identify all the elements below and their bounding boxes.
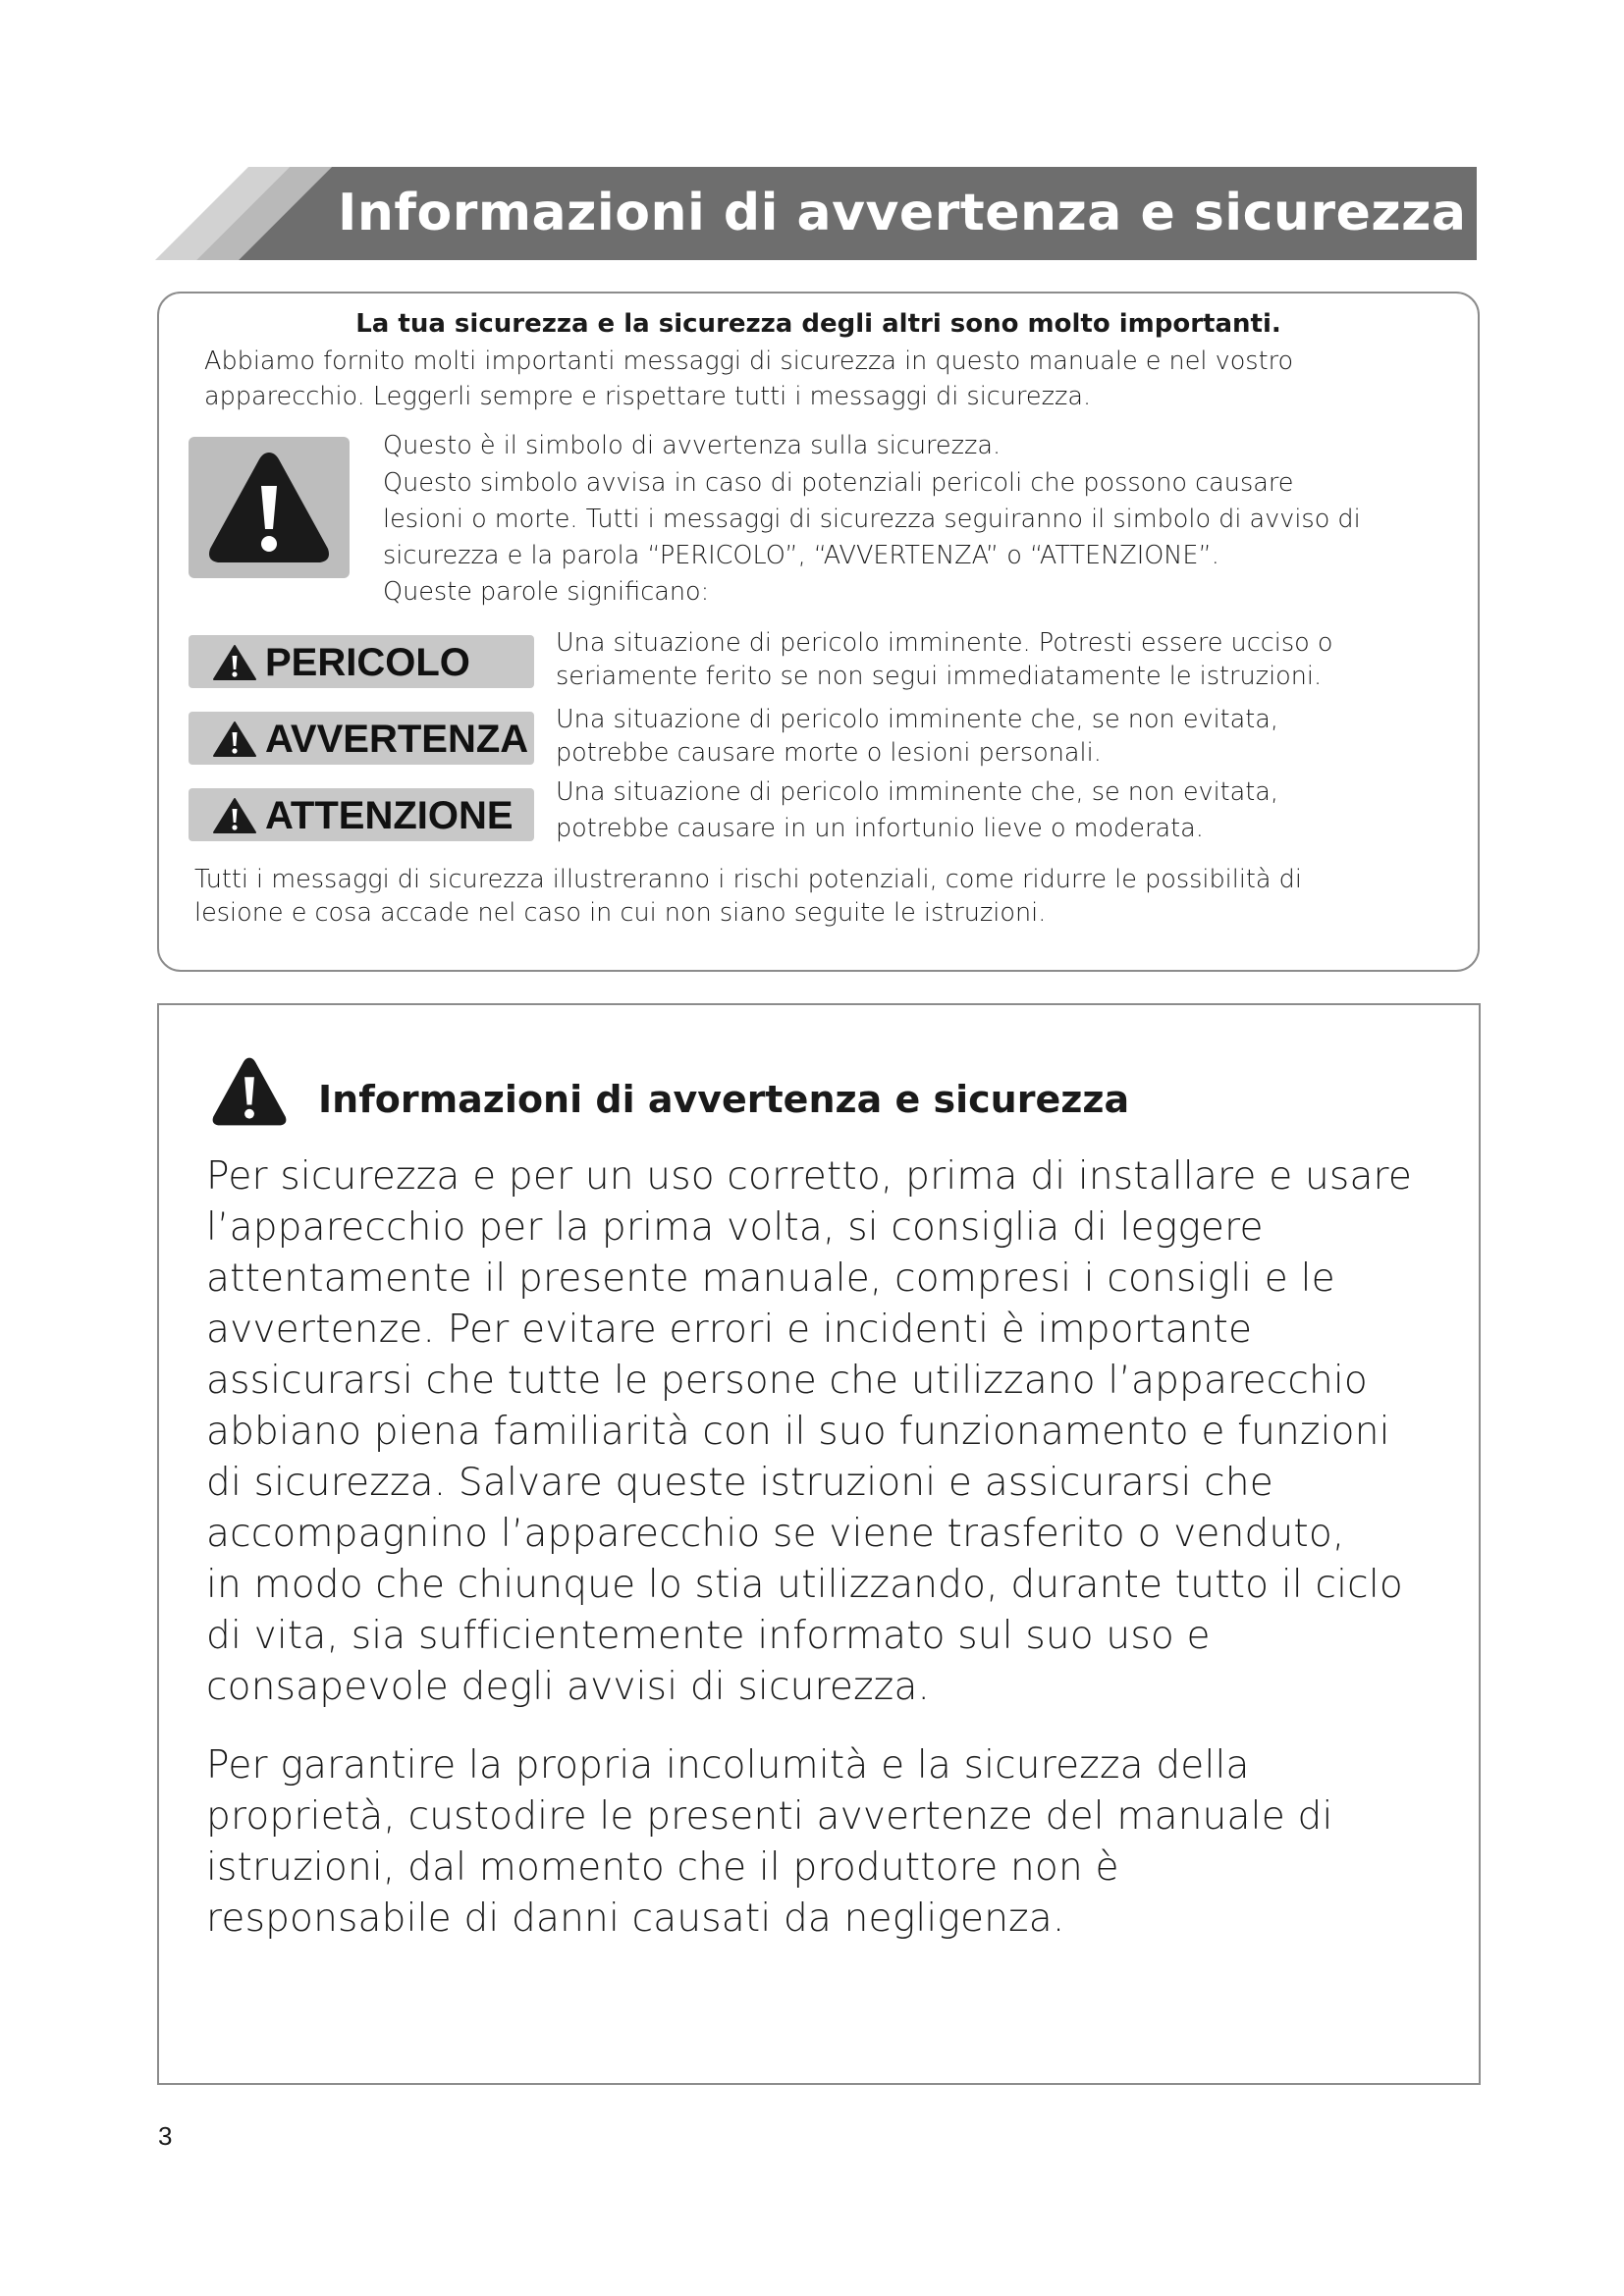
warning-triangle-icon [202,445,336,570]
intro-line: apparecchio. Leggerli sempre e rispettare tutti i messaggi di sicurezza. [204,382,1092,411]
intro-heading: La tua sicurezza e la sicurezza degli altri sono molto importanti. [355,309,1281,339]
paragraph-line: avvertenze. Per evitare errori e incidenti è importante [206,1308,1253,1352]
safety-intro-box [157,292,1480,972]
signal-desc-line: Una situazione di pericolo imminente che, se non evitata, [556,705,1279,734]
signal-word-label: PERICOLO [265,641,470,684]
signal-badge-pericolo [189,635,534,688]
paragraph-line: Per garantire la propria incolumità e la sicurezza della [206,1743,1250,1788]
symbol-text-line: Queste parole significano: [383,577,710,607]
symbol-text-line: Questo è il simbolo di avvertenza sulla sicurezza. [383,431,1001,460]
paragraph-line: istruzioni, dal momento che il produttore non è [206,1845,1119,1890]
paragraph-line: abbiano piena familiarità con il suo funzionamento e funzioni [206,1410,1390,1454]
paragraph-line: Per sicurezza e per un uso corretto, prima di installare e usare [206,1154,1413,1199]
paragraph-line: di sicurezza. Salvare queste istruzioni e assicurarsi che [206,1461,1273,1505]
signal-badge-attenzione [189,788,534,841]
section-title: Informazioni di avvertenza e sicurezza [318,1078,1130,1121]
symbol-text-line: Questo simbolo avvisa in caso di potenziali pericoli che possono causare [383,468,1294,498]
safety-symbol-box [189,437,350,578]
signal-desc-line: Una situazione di pericolo imminente. Potresti essere ucciso o [556,628,1333,658]
paragraph-line: attentamente il presente manuale, compresi i consigli e le [206,1256,1335,1301]
paragraph-line: accompagnino l’apparecchio se viene trasferito o venduto, [206,1512,1345,1556]
paragraph-line: proprietà, custodire le presenti avvertenze del manuale di [206,1794,1333,1839]
safety-info-box [157,1003,1481,2085]
intro-line: Abbiamo fornito molti importanti messaggi di sicurezza in questo manuale e nel vostro [204,347,1294,376]
signal-desc-line: seriamente ferito se non segui immediatamente le istruzioni. [556,662,1323,691]
paragraph-line: di vita, sia sufficientemente informato sul suo uso e [206,1614,1211,1658]
page-number: 3 [158,2121,173,2151]
signal-desc-line: potrebbe causare morte o lesioni personali. [556,738,1102,768]
warning-triangle-icon [212,721,257,758]
paragraph-line: in modo che chiunque lo stia utilizzando, durante tutto il ciclo [206,1563,1403,1607]
section-header-banner [155,167,1477,260]
warning-triangle-icon [212,644,257,681]
symbol-text-line: lesioni o morte. Tutti i messaggi di sicurezza seguiranno il simbolo di avviso di [383,505,1361,534]
symbol-text-line: sicurezza e la parola “PERICOLO”, “AVVERTENZA” o “ATTENZIONE”. [383,541,1219,570]
footer-note-line: lesione e cosa accade nel caso in cui non siano seguite le istruzioni. [194,898,1047,928]
signal-desc-line: Una situazione di pericolo imminente che, se non evitata, [556,777,1279,807]
page-title: Informazioni di avvertenza e sicurezza [338,184,1467,242]
signal-desc-line: potrebbe causare in un infortunio lieve o moderata. [556,814,1204,843]
paragraph-line: l’apparecchio per la prima volta, si consiglia di leggere [206,1205,1264,1250]
paragraph-line: consapevole degli avvisi di sicurezza. [206,1665,931,1709]
signal-badge-avvertenza [189,712,534,765]
warning-triangle-icon [212,797,257,834]
warning-triangle-icon [208,1054,291,1129]
signal-word-label: ATTENZIONE [265,794,514,837]
footer-note-line: Tutti i messaggi di sicurezza illustreranno i rischi potenziali, come ridurre le possibilità di [194,865,1302,894]
paragraph-line: responsabile di danni causati da negligenza. [206,1896,1065,1941]
paragraph-line: assicurarsi che tutte le persone che utilizzano l’apparecchio [206,1359,1368,1403]
signal-word-label: AVVERTENZA [265,718,529,761]
